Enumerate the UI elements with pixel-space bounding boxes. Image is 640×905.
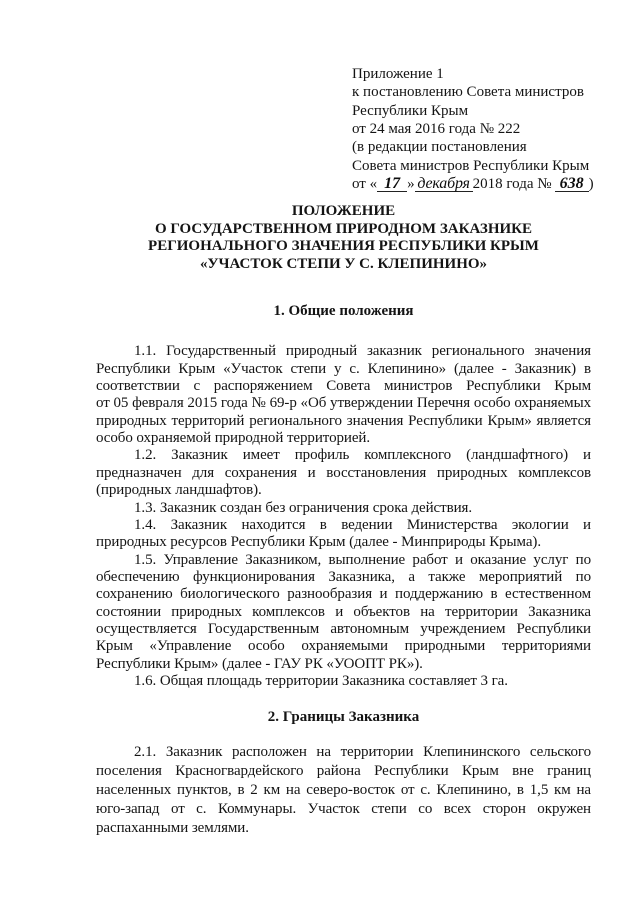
amendment-date-year: 2018 года № bbox=[472, 175, 552, 192]
approval-line: от 24 мая 2016 года № 222 bbox=[352, 120, 521, 137]
amendment-date-line bbox=[352, 175, 594, 193]
approval-block bbox=[352, 65, 594, 193]
approval-line: Совета министров Республики Крым bbox=[352, 157, 590, 174]
text-line: природных ресурсов Республики Крым (далее - Минприроды Крыма). bbox=[96, 534, 542, 551]
text-line: Крым «Управление особо охраняемыми природными территориями bbox=[96, 638, 591, 655]
text-line: осуществляется Государственным автономным учреждением Республики bbox=[96, 621, 591, 638]
section-body bbox=[96, 743, 591, 838]
text-line: Республики Крым «Участок степи у с. Клепинино» (далее - Заказник) в bbox=[96, 360, 591, 377]
approval-line: Приложение 1 bbox=[352, 66, 444, 82]
handwritten-resolution-number: 638 bbox=[555, 176, 589, 192]
paragraph bbox=[96, 447, 591, 499]
text-line: особо охраняемой природной территорией. bbox=[96, 430, 371, 447]
text-line: распаханными землями. bbox=[96, 819, 249, 836]
paragraph bbox=[96, 500, 591, 517]
title-line: РЕГИОНАЛЬНОГО ЗНАЧЕНИЯ РЕСПУБЛИКИ КРЫМ bbox=[148, 238, 539, 255]
paragraph bbox=[96, 552, 591, 674]
section-body bbox=[96, 343, 591, 690]
approval-line: (в редакции постановления bbox=[352, 139, 527, 156]
title-line: О ГОСУДАРСТВЕННОМ ПРИРОДНОМ ЗАКАЗНИКЕ bbox=[154, 220, 533, 237]
text-line: 1.6. Общая площадь территории Заказника составляет 3 га. bbox=[134, 673, 508, 690]
section-heading: 1. Общие положения bbox=[273, 303, 414, 320]
text-line: 2.1. Заказник расположен на территории Клепининского сельского bbox=[134, 743, 591, 760]
approval-line: Республики Крым bbox=[352, 102, 469, 119]
text-line: 1.1. Государственный природный заказник регионального значения bbox=[134, 343, 591, 360]
paragraph bbox=[96, 743, 591, 838]
approval-line: к постановлению Совета министров bbox=[352, 84, 584, 101]
title-line: «УЧАСТОК СТЕПИ У С. КЛЕПИНИНО» bbox=[199, 256, 488, 273]
text-line: юго-запад от с. Коммунары. Участок степи со всех сторон окружен bbox=[96, 800, 591, 817]
text-line: населенных пунктов, в 2 км на северо-восток от с. Клепинино, в 1,5 км на bbox=[96, 781, 591, 798]
title-line: ПОЛОЖЕНИЕ bbox=[291, 203, 396, 219]
text-line: поселения Красногвардейского района Республики Крым вне границ bbox=[96, 762, 591, 779]
text-line: 1.2. Заказник имеет профиль комплексного (ландшафтного) и bbox=[134, 447, 591, 464]
text-line: (природных ландшафтов). bbox=[96, 482, 262, 499]
text-line: сохранению биологического разнообразия и поддержанию в естественном bbox=[96, 586, 591, 603]
text-line: 1.3. Заказник создан без ограничения срока действия. bbox=[134, 499, 473, 516]
amendment-date-quote-close: » bbox=[407, 175, 415, 192]
text-line: соответствии с распоряжением Совета министров Республики Крым bbox=[96, 378, 591, 395]
text-line: 1.4. Заказник находится в ведении Министерства экологии и bbox=[134, 516, 591, 533]
paragraph bbox=[96, 517, 591, 552]
paragraph bbox=[96, 673, 591, 690]
text-line: предназначен для сохранения и восстановления природных комплексов bbox=[96, 464, 591, 481]
text-line: обеспечению функционирования Заказника, а также мероприятий по bbox=[96, 568, 591, 585]
text-line: 1.5. Управление Заказником, выполнение работ и оказание услуг по bbox=[134, 551, 591, 568]
paragraph bbox=[96, 343, 591, 447]
handwritten-month: декабря bbox=[415, 176, 473, 192]
amendment-date-suffix: ) bbox=[588, 175, 594, 192]
amendment-date-prefix: от « bbox=[352, 175, 378, 192]
text-line: Республики Крым» (далее - ГАУ РК «УООПТ РК»). bbox=[96, 655, 423, 672]
handwritten-day: 17 bbox=[377, 176, 407, 192]
text-line: от 05 февраля 2015 года № 69-р «Об утверждении Перечня особо охраняемых bbox=[96, 395, 591, 412]
text-line: состоянии природных комплексов и объектов на территории Заказника bbox=[96, 603, 591, 620]
section-heading: 2. Границы Заказника bbox=[267, 709, 420, 726]
text-line: природных территорий регионального значения Республики Крым» является bbox=[96, 412, 591, 429]
document-title bbox=[96, 203, 591, 274]
